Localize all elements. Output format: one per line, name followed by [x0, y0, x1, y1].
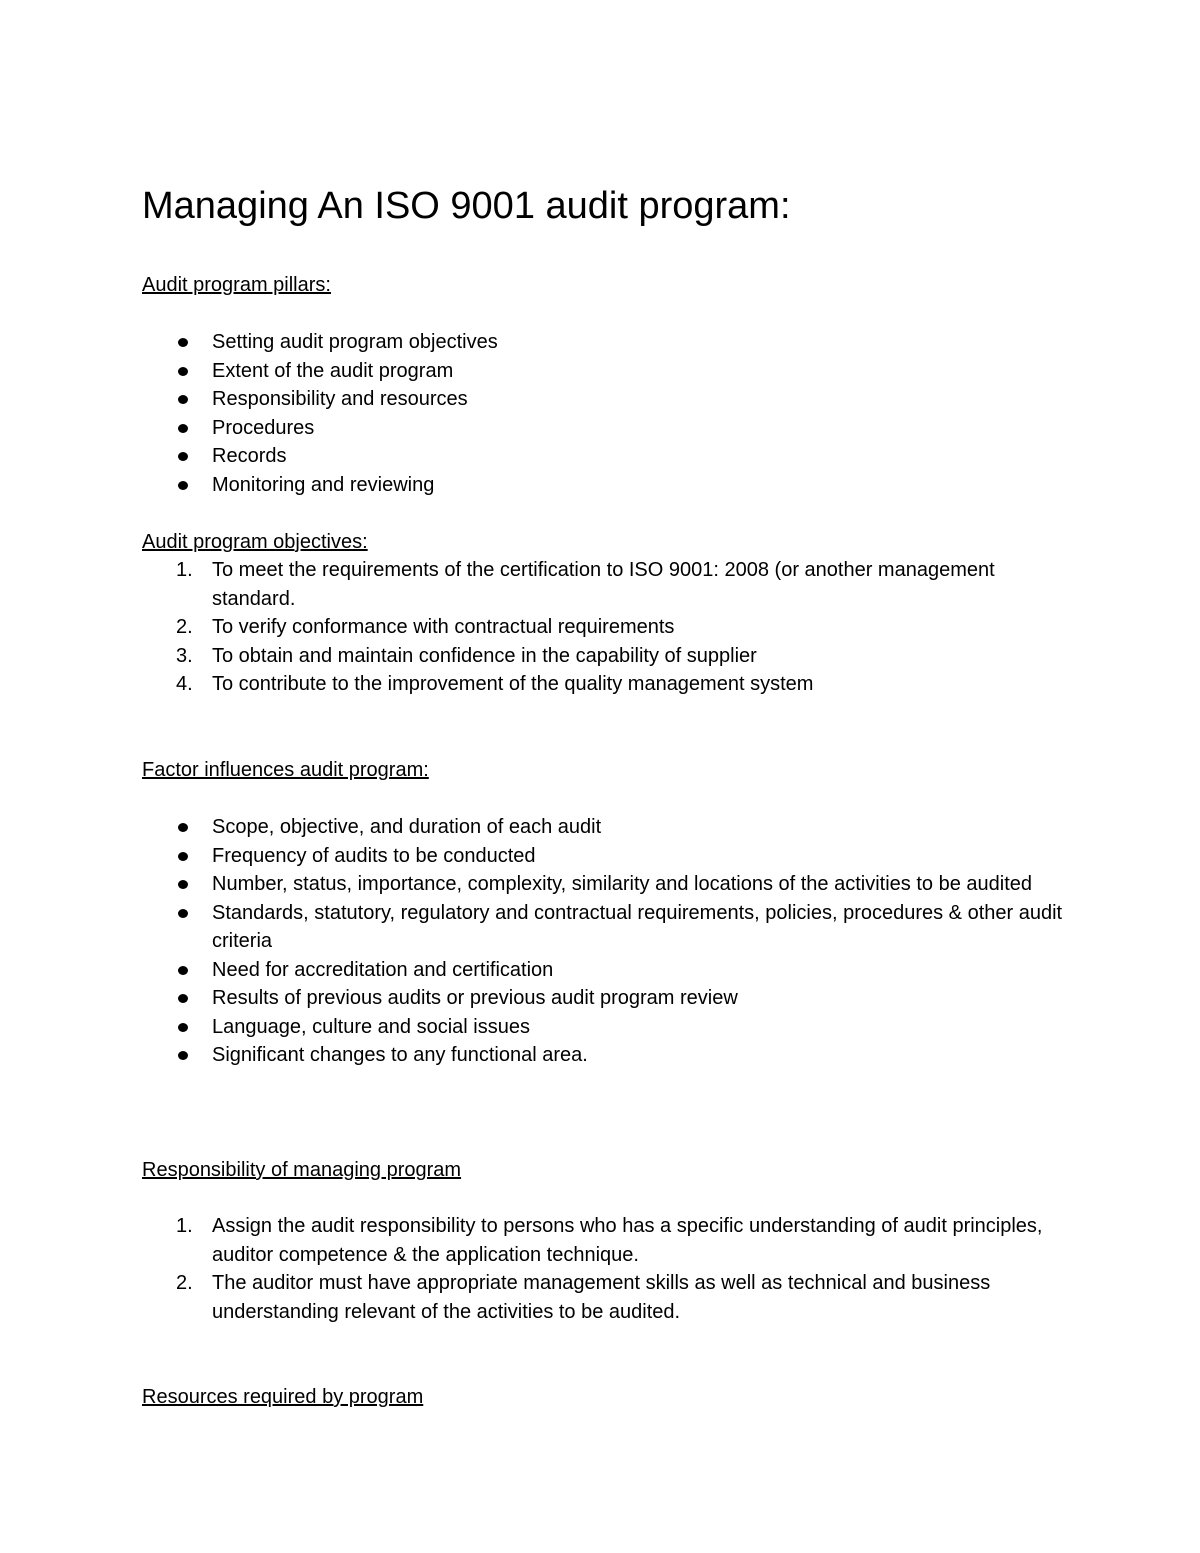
list-item: 1. To meet the requirements of the certification to ISO 9001: 2008 (or another management standard. [176, 559, 995, 610]
responsibility-heading: Responsibility of managing program [142, 1159, 462, 1181]
bullet-icon [178, 823, 188, 832]
list-item: Number, status, importance, complexity, similarity and locations of the activities to be audited [142, 870, 1072, 899]
list-item: 4. To contribute to the improvement of the quality management system [176, 673, 814, 695]
bullet-icon [178, 909, 188, 918]
list-item: Frequency of audits to be conducted [142, 842, 1072, 871]
bullet-icon [178, 395, 188, 404]
list-item: Need for accreditation and certification [142, 956, 1072, 985]
list-item: Language, culture and social issues [142, 1013, 1072, 1042]
pillars-list [142, 328, 1072, 499]
bullet-icon [178, 966, 188, 975]
list-item: Responsibility and resources [142, 385, 1072, 414]
bullet-icon [178, 1023, 188, 1032]
factors-heading: Factor influences audit program: [142, 759, 429, 781]
objectives-list [142, 556, 1072, 699]
bullet-icon [178, 367, 188, 376]
list-item: Significant changes to any functional area. [142, 1041, 1072, 1070]
bullet-icon [178, 852, 188, 861]
bullet-icon [178, 994, 188, 1003]
list-item: Monitoring and reviewing [142, 471, 1072, 500]
list-item: 2. The auditor must have appropriate management skills as well as technical and business understanding relevant of the activities to be audited. [176, 1272, 991, 1323]
bullet-icon [178, 481, 188, 490]
responsibility-list [142, 1212, 1072, 1326]
list-item: 3. To obtain and maintain confidence in the capability of supplier [176, 644, 757, 667]
list-item: Setting audit program objectives [142, 328, 1072, 357]
list-item: 2. To verify conformance with contractual requirements [176, 616, 675, 638]
bullet-icon [178, 424, 188, 433]
bullet-icon [178, 452, 188, 461]
list-item: Records [142, 442, 1072, 471]
bullet-icon [178, 880, 188, 889]
bullet-icon [178, 338, 188, 347]
objectives-heading: Audit program objectives: [142, 531, 368, 553]
bullet-icon [178, 1051, 188, 1060]
resources-heading: Resources required by program [142, 1386, 424, 1408]
factors-list [142, 813, 1072, 1070]
list-item: 1. Assign the audit responsibility to persons who has a specific understanding of audit principles, auditor competence & the application technique. [176, 1215, 1043, 1266]
list-item: Extent of the audit program [142, 357, 1072, 386]
document-title: Managing An ISO 9001 audit program: [142, 185, 791, 227]
pillars-heading: Audit program pillars: [142, 274, 331, 296]
list-item: Procedures [142, 414, 1072, 443]
list-item: Standards, statutory, regulatory and contractual requirements, policies, procedures & other audit criteria [142, 899, 1072, 956]
list-item: Results of previous audits or previous audit program review [142, 984, 1072, 1013]
list-item: Scope, objective, and duration of each audit [142, 813, 1072, 842]
